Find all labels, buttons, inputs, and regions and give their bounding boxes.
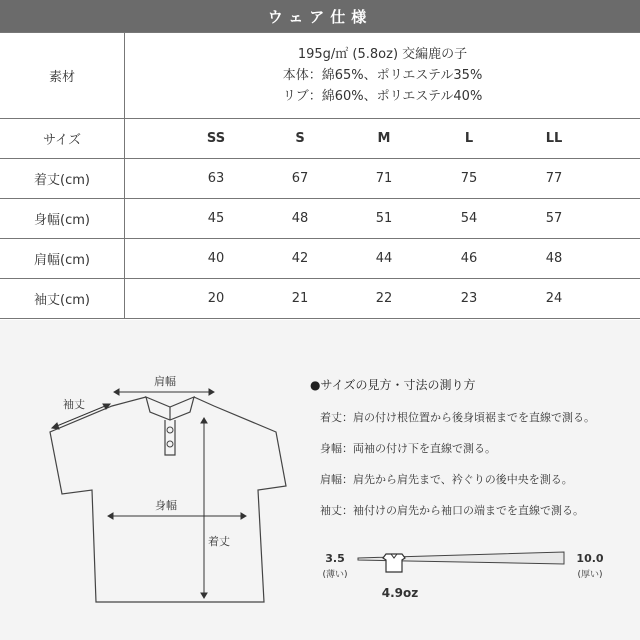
thickness-scale [356, 548, 568, 584]
row-label: 肩幅(cm) [0, 239, 125, 279]
size-header-row [0, 119, 640, 159]
table-cell: 48 [545, 251, 563, 266]
table-cell: 71 [375, 171, 393, 186]
size-header-cells [125, 119, 640, 159]
table-cell: 21 [291, 291, 309, 306]
table-cell: 24 [545, 291, 563, 306]
size-label: L [464, 131, 474, 146]
row-label: 着丈(cm) [0, 159, 125, 199]
material-label: 素材 [0, 33, 125, 119]
table-cell: 67 [291, 171, 309, 186]
table-row [0, 279, 640, 319]
size-label: SS [206, 131, 226, 146]
guide-title: ●サイズの見方・寸法の測り方 [310, 378, 476, 392]
thickness-max-value: 10.0 [576, 552, 604, 565]
table-cell: 77 [545, 171, 563, 186]
material-line: リブ：綿60%、ポリエステル40% [282, 89, 483, 104]
body-width-label: 身幅 [155, 499, 177, 512]
table-cell: 48 [291, 211, 309, 226]
size-header-label: サイズ [0, 119, 125, 159]
sleeve-length-label: 袖丈 [63, 398, 85, 411]
spec-table [0, 32, 640, 319]
length-label: 着丈 [208, 535, 230, 548]
table-row [0, 239, 640, 279]
table-cell: 22 [375, 291, 393, 306]
table-cell: 54 [460, 211, 478, 226]
table-row [0, 199, 640, 239]
size-label: S [295, 131, 305, 146]
table-cell: 45 [207, 211, 225, 226]
table-cell: 51 [375, 211, 393, 226]
shoulder-width-label: 肩幅 [154, 375, 176, 388]
table-row [0, 159, 640, 199]
table-cell: 42 [291, 251, 309, 266]
table-cell: 63 [207, 171, 225, 186]
thickness-min-value: 3.5 [325, 552, 345, 565]
guide-item: 肩幅：肩先から肩先まで、衿ぐりの後中央を測る。 [320, 473, 573, 486]
page-header [0, 0, 640, 32]
table-cell: 46 [460, 251, 478, 266]
guide-item: 身幅：両袖の付け下を直線で測る。 [320, 442, 496, 455]
header-title: ウェア仕様 [267, 7, 373, 26]
row-label: 袖丈(cm) [0, 279, 125, 319]
table-cell: 75 [460, 171, 478, 186]
thickness-current-value: 4.9oz [381, 586, 419, 600]
material-row [0, 33, 640, 119]
measurement-section [0, 320, 640, 640]
table-cell: 23 [460, 291, 478, 306]
guide-item: 着丈：肩の付け根位置から後身頃裾までを直線で測る。 [320, 411, 595, 424]
table-cell: 57 [545, 211, 563, 226]
size-label: M [377, 131, 391, 146]
row-label: 身幅(cm) [0, 199, 125, 239]
material-line: 本体：綿65%、ポリエステル35% [282, 68, 483, 83]
thickness-min-label: (薄い) [322, 570, 348, 580]
table-cell: 44 [375, 251, 393, 266]
table-cell: 40 [207, 251, 225, 266]
table-cell: 20 [207, 291, 225, 306]
polo-shirt-diagram [0, 320, 300, 640]
guide-item: 袖丈：袖付けの肩先から袖口の端までを直線で測る。 [320, 504, 584, 517]
thickness-marker-icon [383, 554, 405, 572]
thickness-max-label: (厚い) [577, 570, 603, 580]
size-label: LL [545, 131, 563, 146]
material-cell [125, 33, 640, 119]
material-line: 195g/㎡ (5.8oz) 交編鹿の子 [297, 47, 468, 62]
